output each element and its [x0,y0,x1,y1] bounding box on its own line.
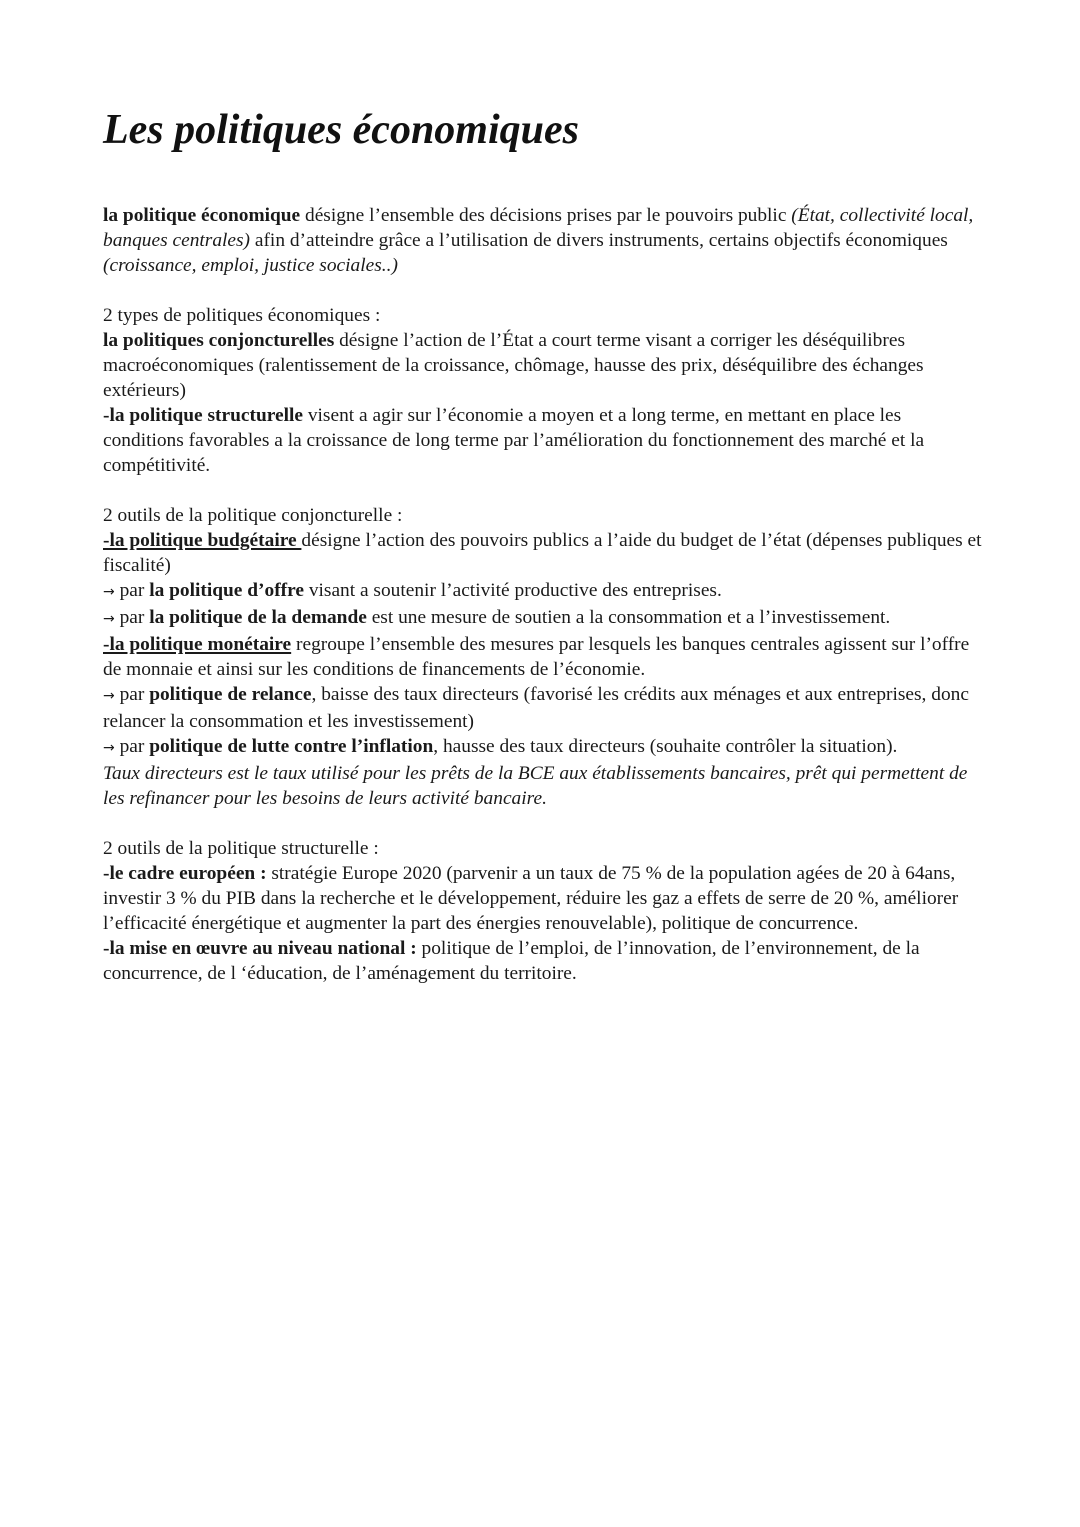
taux-directeurs-note: Taux directeurs est le taux utilisé pour les prêts de la BCE aux établissements bancaires, prêt qui permettent de les refinancer pour les besoins de leurs activité bancaire. [103,763,968,809]
conjoncturelle-definition [103,328,983,403]
niveau-national-item [103,936,983,986]
intro-text-1: désigne l’ensemble des décisions prises par le pouvoirs public [300,205,792,226]
arrow-right-icon: → [103,688,115,704]
conj-tools-heading: 2 outils de la politique conjoncturelle : [103,505,403,526]
relance-term: politique de relance [149,684,312,705]
inflation-item: → par politique de lutte contre l’inflation, hausse des taux directeurs (souhaite contrôler la situation). [103,736,898,757]
conjoncturelle-text: désigne l’action de l’État a court terme visant a corriger les déséquilibres macroéconomiques (ralentissement de la croissance, chômage, hausse des prix, déséquilibre des échanges extérieurs) [103,330,924,401]
niveau-national-term: -la mise en œuvre au niveau national : [103,938,417,959]
relance-item: → par politique de relance, baisse des taux directeurs (favorisé les crédits aux ménages et aux entreprises, donc relancer la consommation et les investissement) [103,684,969,732]
arrow-right-icon: → [103,611,115,627]
cadre-europeen-text: stratégie Europe 2020 (parvenir a un taux de 75 % de la population agées de 20 à 64ans, investir 3 % du PIB dans la recherche et le développement, réduire les gaz a effets de serre de 20 %, améliorer l’efficacité énergétique et augmenter la part des énergies renouvelable), politique de concurrence. [103,863,959,934]
budgetaire-text: désigne l’action des pouvoirs publics a l’aide du budget de l’état (dépenses publiques et fiscalité) [103,530,982,576]
intro-paragraph [103,203,983,278]
arrow-right-icon: → [103,740,115,756]
structurelle-term: -la politique structurelle [103,405,303,426]
types-heading: 2 types de politiques économiques : [103,305,381,326]
structurelle-definition [103,403,983,478]
demande-term: la politique de la demande [149,607,367,628]
intro-paren-2: (croissance, emploi, justice sociales..) [103,255,398,276]
intro-paren-1: (État, collectivité local, banques centrales) [103,205,974,251]
conjoncturelle-term: la politiques conjoncturelles [103,330,335,351]
intro-term: la politique économique [103,205,301,226]
offre-term: la politique d’offre [149,580,304,601]
niveau-national-text: politique de l’emploi, de l’innovation, de l’environnement, de la concurrence, de l ‘éducation, de l’aménagement du territoire. [103,938,920,984]
monetaire-term: -la politique monétaire [103,634,292,655]
intro-text-2: afin d’atteindre grâce a l’utilisation de divers instruments, certains objectifs économiques [250,230,948,251]
demande-item: → par la politique de la demande est une mesure de soutien a la consommation et a l’investissement. [103,607,891,628]
inflation-term: politique de lutte contre l’inflation [149,736,434,757]
budgetaire-definition [103,528,983,578]
monetaire-definition [103,632,983,682]
cadre-europeen-term: -le cadre européen : [103,863,267,884]
struct-tools-heading: 2 outils de la politique structurelle : [103,838,379,859]
offre-item: → par la politique d’offre visant a soutenir l’activité productive des entreprises. [103,580,722,601]
structurelle-text: visent a agir sur l’économie a moyen et a long terme, en mettant en place les conditions favorables a la croissance de long terme par l’amélioration du fonctionnement des marché et la compétitivité. [103,405,925,476]
arrow-right-icon: → [103,584,115,600]
document-body [103,203,983,986]
monetaire-text: regroupe l’ensemble des mesures par lesquels les banques centrales agissent sur l’offre de monnaie et ainsi sur les conditions de financements de l’économie. [103,634,970,680]
budgetaire-term: -la politique budgétaire [103,530,302,551]
page-title: Les politiques économiques [103,107,579,153]
cadre-europeen-item [103,861,983,936]
